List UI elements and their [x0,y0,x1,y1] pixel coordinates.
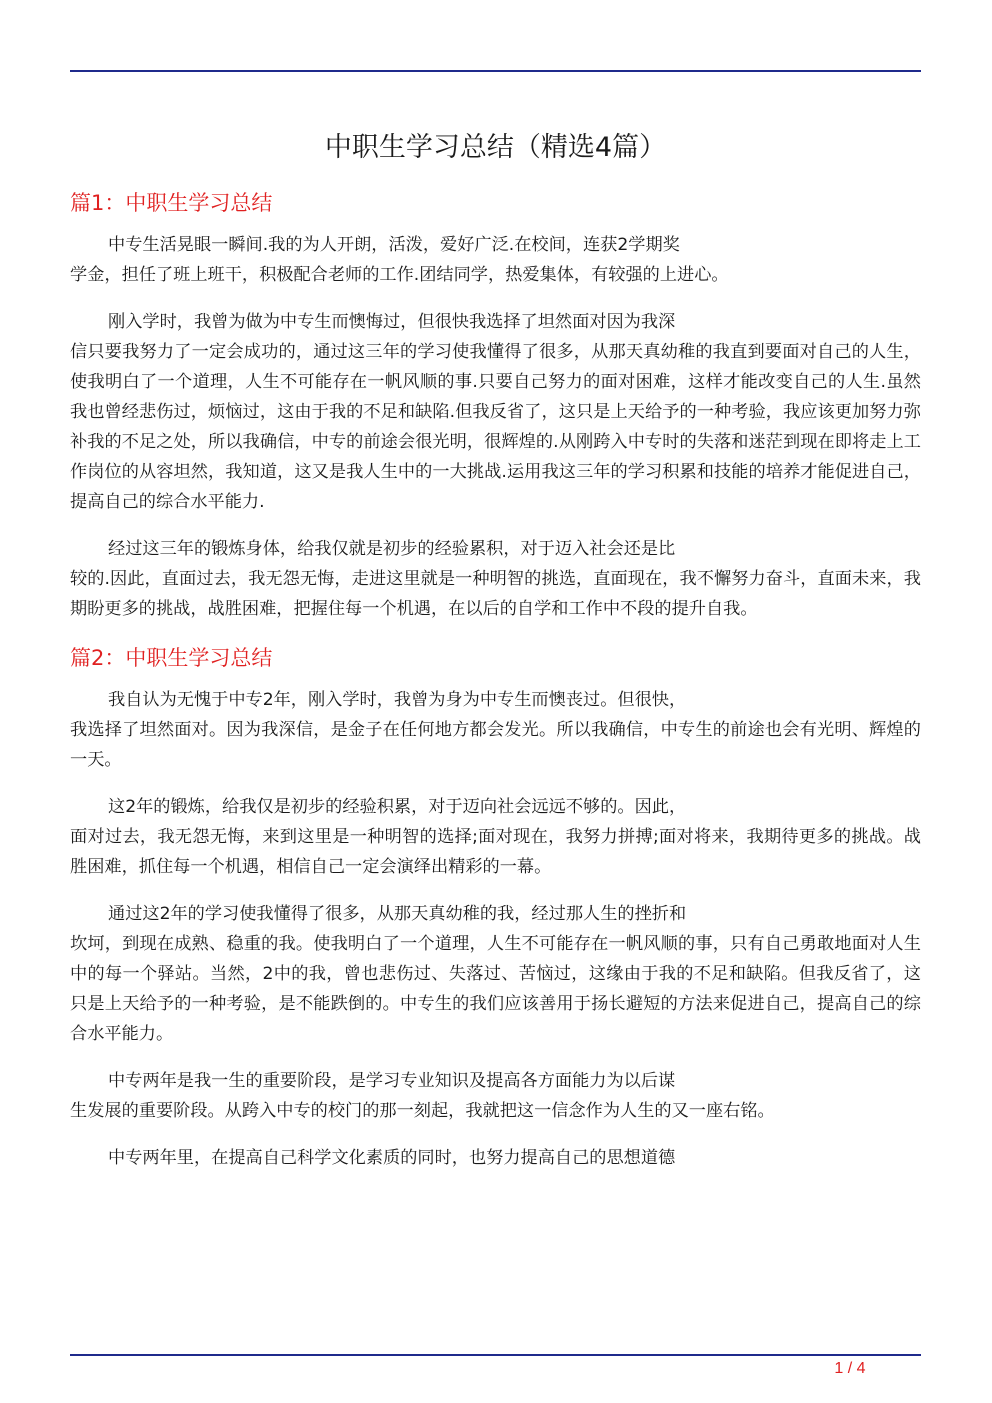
section-1 [70,186,921,624]
page-number: 1 / 4 [834,1360,866,1377]
paragraph-body: 坎坷，到现在成熟、稳重的我。使我明白了一个道理，人生不可能存在一帆风顺的事，只有自己勇敢地面对人生中的每一个驿站。当然，2中的我，曾也悲伤过、失落过、苦恼过，这缘由于我的不足和缺陷。但我反省了，这只是上天给予的一种考验，是不能跌倒的。中专生的我们应该善用于扬长避短的方法来促进自己，提高自己的综合水平能力。 [70,934,921,1044]
paragraph [70,230,921,290]
document-title: 中职生学习总结（精选4篇） [324,132,667,163]
document-body [70,186,921,1190]
paragraph-first-line: 刚入学时，我曾为做为中专生而懊悔过，但很快我选择了坦然面对因为我深 [108,312,676,332]
paragraph-first-line: 这2年的锻炼，给我仅是初步的经验积累，对于迈向社会远远不够的。因此， [108,797,687,817]
paragraph [70,792,921,882]
paragraph-body: 信只要我努力了一定会成功的，通过这三年的学习使我懂得了很多，从那天真幼稚的我直到要面对自己的人生，使我明白了一个道理，人生不可能存在一帆风顺的事.只要自己努力的面对困难，这样才能改变自己的人生.虽然我也曾经悲伤过，烦恼过，这由于我的不足和缺陷.但我反省了，这只是上天给予的一种考验，我应该更加努力弥补我的不足之处，所以我确信，中专的前途会很光明，很辉煌的.从刚跨入中专时的失落和迷茫到现在即将走上工作岗位的从容坦然，我知道，这又是我人生中的一大挑战.运用我这三年的学习积累和技能的培养才能促进自己，提高自己的综合水平能力. [70,342,921,512]
paragraph-first-line: 我自认为无愧于中专2年，刚入学时，我曾为身为中专生而懊丧过。但很快， [108,690,687,710]
footer-rule [70,1354,921,1356]
paragraph [70,685,921,775]
paragraph [70,534,921,624]
paragraph-first-line: 中专两年是我一生的重要阶段，是学习专业知识及提高各方面能力为以后谋 [108,1071,676,1091]
paragraph-body: 生发展的重要阶段。从跨入中专的校门的那一刻起，我就把这一信念作为人生的又一座右铭。 [70,1101,775,1121]
paragraph-body: 我选择了坦然面对。因为我深信，是金子在任何地方都会发光。所以我确信，中专生的前途也会有光明、辉煌的一天。 [70,720,921,770]
paragraph-first-line: 中专两年里，在提高自己科学文化素质的同时，也努力提高自己的思想道德 [108,1148,676,1168]
paragraph-first-line: 中专生活晃眼一瞬间.我的为人开朗，活泼，爱好广泛.在校间，连获2学期奖 [108,235,680,255]
paragraph [70,899,921,1049]
header-rule [70,70,921,72]
paragraph-first-line: 经过这三年的锻炼身体，给我仅就是初步的经验累积，对于迈入社会还是比 [108,539,676,559]
paragraph [70,1143,921,1173]
section-heading: 篇2：中职生学习总结 [70,646,273,670]
section-2 [70,641,921,1173]
paragraph [70,307,921,517]
paragraph-body: 面对过去，我无怨无悔，来到这里是一种明智的选择;面对现在，我努力拼搏;面对将来，我期待更多的挑战。战胜困难，抓住每一个机遇，相信自己一定会演绎出精彩的一幕。 [70,827,921,877]
paragraph-body: 学金，担任了班上班干，积极配合老师的工作.团结同学，热爱集体，有较强的上进心。 [70,265,729,285]
section-heading: 篇1：中职生学习总结 [70,191,273,215]
paragraph-first-line: 通过这2年的学习使我懂得了很多，从那天真幼稚的我，经过那人生的挫折和 [108,904,687,924]
paragraph-body: 较的.因此，直面过去，我无怨无悔，走进这里就是一种明智的挑选，直面现在，我不懈努力奋斗，直面未来，我期盼更多的挑战，战胜困难，把握住每一个机遇，在以后的自学和工作中不段的提升自我。 [70,569,921,619]
paragraph [70,1066,921,1126]
